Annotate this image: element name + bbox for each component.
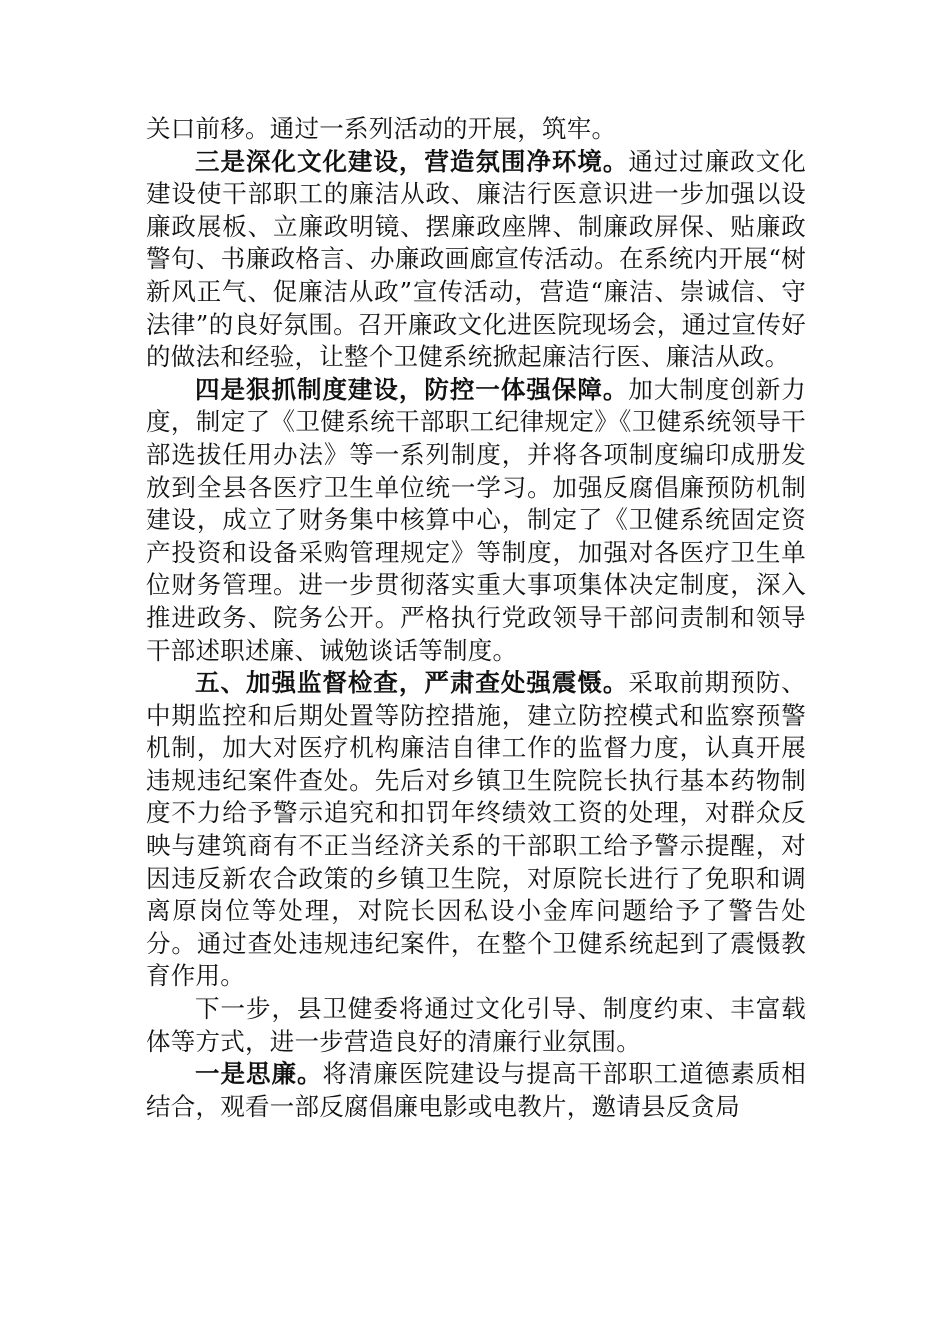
paragraph-heading: 四是狠抓制度建设，防控一体强保障。 — [195, 374, 629, 404]
paragraph-heading: 一是思廉。 — [195, 1059, 323, 1089]
paragraph-text: 下一步，县卫健委将通过文化引导、制度约束、丰富载体等方式，进一步营造良好的清廉行业氛围。 — [146, 994, 806, 1056]
body-text — [146, 113, 806, 1123]
paragraph-culture-building — [146, 146, 806, 374]
paragraph-heading: 五、加强监督检查，严肃查处强震慑。 — [195, 668, 629, 698]
paragraph-text: 加大制度创新力度，制定了《卫健系统干部职工纪律规定》《卫健系统领导干部选拔任用办法》等一系列制度，并将各项制度编印成册发放到全县各医疗卫生单位统一学习。加强反腐倡廉预防机制建设，成立了财务集中核算中心，制定了《卫健系统固定资产投资和设备采购管理规定》等制度，加强对各医疗卫生单位财务管理。进一步贯彻落实重大事项集体决定制度，深入推进政务、院务公开。严格执行党政领导干部问责制和领导干部述职述廉、诫勉谈话等制度。 — [146, 374, 807, 665]
paragraph-text: 通过过廉政文化建设使干部职工的廉洁从政、廉洁行医意识进一步加强以设廉政展板、立廉政明镜、摆廉政座牌、制廉政屏保、贴廉政警句、书廉政格言、办廉政画廊宣传活动。在系统内开展“树新风正气、促廉洁从政”宣传活动，营造“廉洁、崇诚信、守法律”的良好氛围。召开廉政文化进医院现场会，通过宣传好的做法和经验，让整个卫健系统掀起廉洁行医、廉洁从政。 — [146, 146, 807, 372]
paragraph-text: 将清廉医院建设与提高干部职工道德素质相结合，观看一部反腐倡廉电影或电教片，邀请县反贪局 — [146, 1059, 807, 1121]
paragraph-supervision — [146, 667, 806, 993]
paragraph-si-lian — [146, 1058, 806, 1123]
paragraph-text: 采取前期预防、中期监控和后期处置等防控措施，建立防控模式和监察预警机制，加大对医疗机构廉洁自律工作的监督力度，认真开展违规违纪案件查处。先后对乡镇卫生院院长执行基本药物制度不力给予警示追究和扣罚年终绩效工资的处理，对群众反映与建筑商有不正当经济关系的干部职工给予警示提醒，对因违反新农合政策的乡镇卫生院，对原院长进行了免职和调离原岗位等处理，对院长因私设小金库问题给予了警告处分。通过查处违规违纪案件，在整个卫健系统起到了震慑教育作用。 — [146, 668, 807, 991]
paragraph-next-step — [146, 993, 806, 1058]
paragraph-system-building — [146, 374, 806, 667]
paragraph-text: 关口前移。通过一系列活动的开展，筑牢。 — [146, 114, 617, 143]
paragraph-heading: 三是深化文化建设，营造氛围净环境。 — [195, 146, 629, 176]
paragraph-continuation — [146, 113, 806, 146]
